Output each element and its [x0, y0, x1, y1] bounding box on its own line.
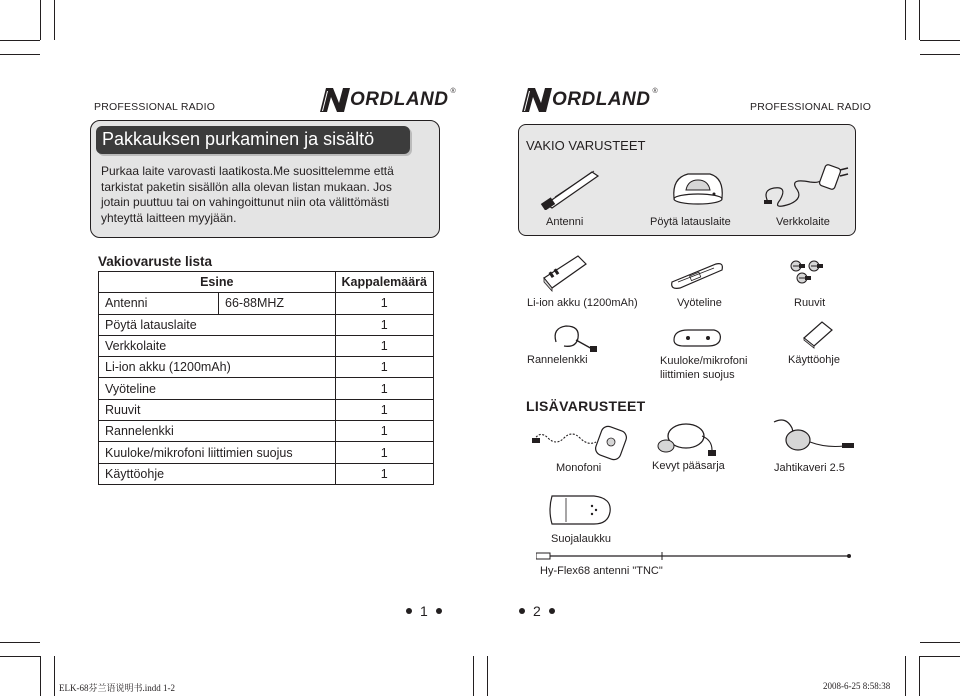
manual-icon [800, 318, 836, 350]
crop-mark [40, 656, 41, 696]
crop-mark [0, 54, 40, 55]
item-cell: Verkkolaite [99, 335, 336, 356]
crop-mark [920, 40, 960, 41]
qty-cell: 1 [335, 357, 433, 378]
registered-mark: ® [652, 87, 658, 95]
registered-mark: ® [450, 87, 456, 95]
page-number-right [519, 603, 555, 619]
brand-logo-left [318, 86, 456, 114]
list-title: Vakiovaruste lista [98, 254, 213, 269]
item-cell: Käyttöohje [99, 463, 336, 484]
table-header-row [99, 272, 434, 293]
ac-adapter-icon [760, 160, 852, 212]
page-title: Pakkauksen purkaminen ja sisältö [96, 126, 410, 154]
desk-charger-icon [666, 168, 730, 208]
brand-logo-right [520, 86, 658, 114]
item-cell: Antenni [99, 293, 219, 314]
qty-cell: 1 [335, 421, 433, 442]
item-cell: Li-ion akku (1200mAh) [99, 357, 336, 378]
headset-icon [650, 414, 722, 460]
intro-line: yhteyttä laitteen myyjään. [101, 210, 237, 225]
item-label [660, 354, 747, 382]
antenna-icon [540, 166, 604, 210]
page-number-left [406, 603, 442, 619]
belt-clip-icon [668, 258, 728, 290]
header-left-label: PROFESSIONAL RADIO [94, 101, 216, 113]
item-label-line-1: Kuuloke/mikrofoni [660, 355, 748, 367]
item-label: Verkkolaite [776, 216, 830, 228]
qty-cell: 1 [335, 378, 433, 399]
standard-items-table [98, 271, 434, 485]
timestamp-slug: 2008-6-25 8:58:38 [823, 681, 891, 691]
screws-icon [788, 258, 832, 284]
crop-mark [905, 0, 906, 40]
column-header-item: Esine [99, 272, 336, 293]
intro-line: Purkaa laite varovasti laatikosta.Me suosittelemme että [101, 164, 394, 178]
bullet-icon [549, 608, 555, 614]
brand-name: ORDLAND [552, 89, 651, 110]
accessories-title: LISÄVARUSTEET [526, 398, 646, 414]
qty-cell: 1 [335, 399, 433, 420]
item-label: Kevyt pääsarja [652, 460, 725, 472]
item-cell: Kuuloke/mikrofoni liittimien suojus [99, 442, 336, 463]
crop-mark [40, 0, 41, 40]
table-row [99, 399, 434, 420]
item-label: Li-ion akku (1200mAh) [527, 297, 638, 309]
item-label-line-2: liittimien suojus [660, 369, 735, 381]
table-row [99, 314, 434, 335]
crop-mark [920, 54, 960, 55]
crop-mark [919, 656, 920, 696]
page-number: 1 [420, 603, 428, 619]
nordland-n-logo-icon [520, 87, 554, 113]
item-cell: Rannelenkki [99, 421, 336, 442]
item-label: Jahtikaveri 2.5 [774, 462, 845, 474]
table-row [99, 335, 434, 356]
intro-text [101, 164, 433, 226]
standard-accessories-title: VAKIO VARUSTEET [526, 138, 646, 153]
item-cell: Vyöteline [99, 378, 336, 399]
crop-mark [905, 656, 906, 696]
intro-line: tarkistat paketin sisällön alla olevan listan mukaan. Jos [101, 179, 392, 194]
column-header-quantity: Kappalemäärä [335, 272, 433, 293]
item-label: Käyttöohje [788, 354, 840, 366]
bullet-icon [436, 608, 442, 614]
table-row [99, 442, 434, 463]
handheld-microphone-icon [528, 420, 634, 462]
item-label: Suojalaukku [551, 533, 611, 545]
table-row [99, 378, 434, 399]
brand-name: ORDLAND [350, 89, 449, 110]
item-label: Vyöteline [677, 297, 722, 309]
item-label: Hy-Flex68 antenni "TNC" [540, 565, 663, 577]
table-row [99, 463, 434, 484]
table-row [99, 293, 434, 314]
item-cell: Ruuvit [99, 399, 336, 420]
crop-mark [920, 656, 960, 657]
crop-mark [0, 40, 40, 41]
carrying-case-icon [546, 490, 616, 530]
intro-line: jotain puuttuu tai on vahingoittunut niin ota välittömästi [101, 195, 390, 209]
qty-cell: 1 [335, 335, 433, 356]
wrist-strap-icon [550, 320, 600, 354]
crop-mark [919, 0, 920, 40]
crop-mark [0, 656, 40, 657]
item-label: Monofoni [556, 462, 602, 474]
file-name-slug: ELK-68芬兰语说明书.indd 1-2 [59, 683, 175, 693]
bullet-icon [519, 608, 525, 614]
detail-cell: 66-88MHZ [219, 293, 336, 314]
table-row [99, 357, 434, 378]
qty-cell: 1 [335, 442, 433, 463]
bullet-icon [406, 608, 412, 614]
earpiece-icon [766, 412, 856, 458]
item-label: Rannelenkki [527, 354, 588, 366]
jack-cover-icon [668, 322, 726, 352]
battery-icon [538, 252, 590, 292]
item-label: Ruuvit [794, 297, 826, 309]
nordland-n-logo-icon [318, 87, 352, 113]
item-label: Antenni [546, 216, 584, 228]
item-cell: Pöytä latauslaite [99, 314, 336, 335]
crop-mark [0, 642, 40, 643]
header-right-label: PROFESSIONAL RADIO [750, 101, 872, 113]
crop-mark [487, 656, 488, 696]
crop-mark [920, 642, 960, 643]
crop-mark [473, 656, 474, 696]
flex-antenna-icon [536, 550, 854, 562]
qty-cell: 1 [335, 293, 433, 314]
qty-cell: 1 [335, 463, 433, 484]
qty-cell: 1 [335, 314, 433, 335]
page-number: 2 [533, 603, 541, 619]
table-row [99, 421, 434, 442]
crop-mark [54, 656, 55, 696]
item-label: Pöytä latauslaite [650, 216, 731, 228]
crop-mark [54, 0, 55, 40]
